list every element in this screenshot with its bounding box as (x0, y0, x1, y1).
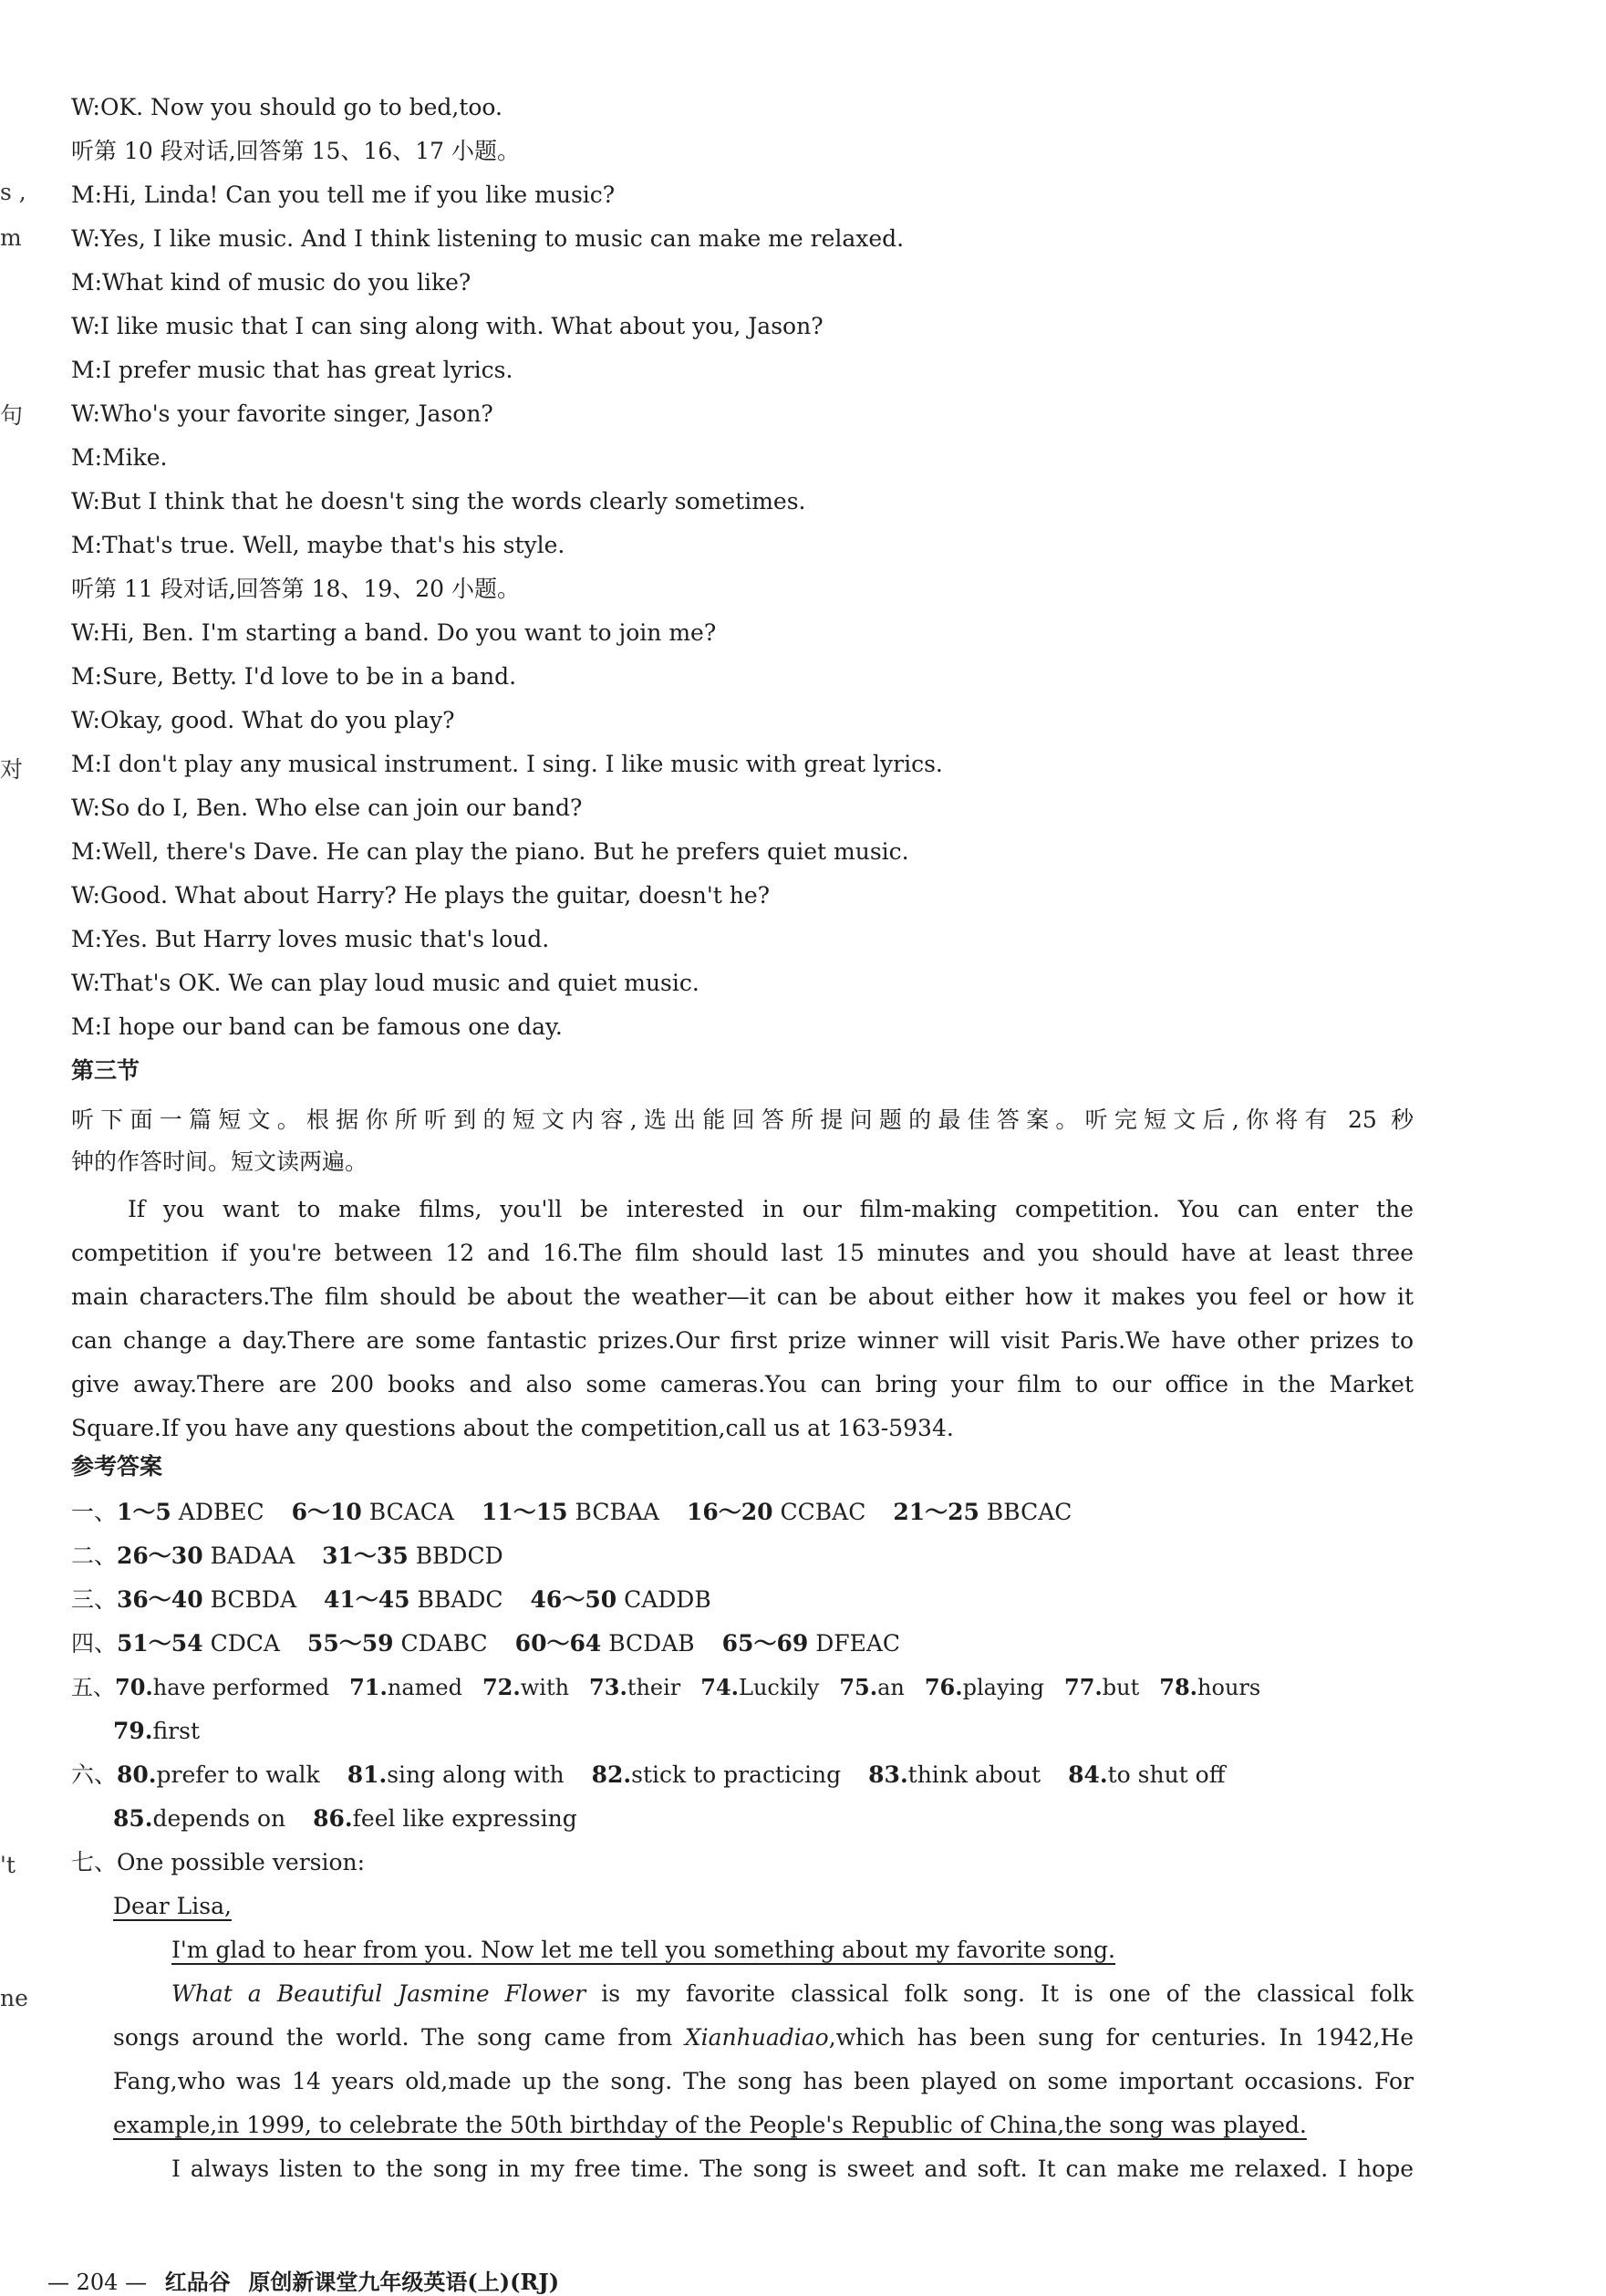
answer-item: 75.an (839, 1674, 905, 1700)
answer-item: 73.their (589, 1674, 681, 1700)
answer-group: 46～50 CADDB (530, 1586, 711, 1613)
margin-fragment: 句 (0, 402, 24, 429)
answer-row (71, 1671, 1260, 1704)
answer-item: 70.have performed (115, 1674, 330, 1700)
letter-opening: I'm glad to hear from you. Now let me tell you something about my favorite song. (171, 1937, 1115, 1963)
answer-row (71, 1584, 739, 1616)
answer-group: 11～15 BCBAA (481, 1499, 659, 1525)
answers-title: 参考答案 (71, 1453, 163, 1480)
letter-line: Fang,who was 14 years old,made up the song. The song has been played on some important occasions. For (113, 2068, 1414, 2094)
answer-item: 84.to shut off (1068, 1761, 1226, 1788)
answer-item: 86.feel like expressing (313, 1805, 577, 1832)
dialogue-line: M:Yes. But Harry loves music that's loud. (71, 926, 550, 952)
song-title: What a Beautiful Jasmine Flower (171, 1980, 586, 2007)
brand-name: 红品谷 (164, 2269, 231, 2295)
answer-row (113, 1803, 577, 1835)
answer-row-prefix: 三、 (71, 1586, 118, 1613)
letter-salutation: Dear Lisa, (113, 1893, 232, 1919)
answer-item: 74.Luckily (700, 1674, 820, 1700)
dialogue-line: M:Sure, Betty. I'd love to be in a band. (71, 663, 517, 690)
answer-item: 80.prefer to walk (117, 1761, 320, 1788)
answer-item: 79.first (113, 1718, 201, 1744)
answer-item: 85.depends on (113, 1805, 286, 1832)
answer-row-prefix: 四、 (71, 1630, 118, 1657)
answer-group: 60～64 BCDAB (514, 1630, 695, 1657)
passage-line: main characters.The film should be about the weather—it can be about either how it makes you feel or how it (71, 1283, 1414, 1310)
passage (71, 1188, 1414, 1450)
answer-row (71, 1627, 927, 1660)
passage-line: competition if you're between 12 and 16.The film should last 15 minutes and you should have at least three (71, 1240, 1414, 1266)
letter-line: example,in 1999, to celebrate the 50th birthday of the People's Republic of China,the song was played. (113, 2112, 1307, 2138)
margin-fragment: 't (0, 1852, 16, 1878)
dialogue-line: M:Mike. (71, 444, 168, 471)
passage-line: Square.If you have any questions about the competition,call us at 163-5934. (71, 1415, 954, 1441)
answer-group: 51～54 CDCA (117, 1630, 280, 1657)
answer-group: 65～69 DFEAC (721, 1630, 901, 1657)
answer-item: 72.with (482, 1674, 570, 1700)
answer-row (71, 1496, 1099, 1529)
dialogue-line: W:Who's your favorite singer, Jason? (71, 400, 493, 427)
answer-item: 71.named (349, 1674, 462, 1700)
answer-item: 82.stick to practicing (591, 1761, 842, 1788)
dialogue-line: M:I don't play any musical instrument. I sing. I like music with great lyrics. (71, 751, 943, 777)
dialogue-line: M:I prefer music that has great lyrics. (71, 357, 513, 383)
answer-group: 55～59 CDABC (306, 1630, 488, 1657)
answer-group: 36～40 BCBDA (117, 1586, 296, 1613)
place-name: Xianhuadiao (684, 2024, 829, 2051)
answer-group: 41～45 BBADC (324, 1586, 503, 1613)
passage-line: If you want to make films, you'll be interested in our film-making competition. You can enter the (128, 1196, 1414, 1222)
margin-fragment: 对 (0, 756, 24, 783)
answer-group: 21～25 BBCAC (893, 1499, 1072, 1525)
book-title: 原创新课堂九年级英语(上)(RJ) (248, 2269, 560, 2295)
answer-row: 七、One possible version: (71, 1849, 366, 1875)
section-title: 第三节 (71, 1057, 140, 1084)
margin-fragment: s , (0, 179, 26, 205)
section-header: 听第 10 段对话,回答第 15、16、17 小题。 (71, 138, 520, 164)
answer-row-prefix: 五、 (71, 1675, 115, 1700)
answer-item: 81.sing along with (347, 1761, 565, 1788)
margin-fragment: m (0, 224, 22, 251)
answer-item: 83.think about (868, 1761, 1041, 1788)
letter-line: What a Beautiful Jasmine Flower is my favorite classical folk song. It is one of the classical folk (171, 1980, 1414, 2007)
passage-line: can change a day.There are some fantastic prizes.Our first prize winner will visit Paris.We have other prizes to (71, 1327, 1414, 1354)
dialogue-line: W:I like music that I can sing along with. What about you, Jason? (71, 313, 824, 339)
answer-row-prefix: 六、 (71, 1761, 118, 1788)
answer-group: 16～20 CCBAC (686, 1499, 866, 1525)
answer-group: 26～30 BADAA (117, 1543, 295, 1569)
answer-group: 31～35 BBDCD (322, 1543, 503, 1569)
letter-line: I always listen to the song in my free time. The song is sweet and soft. It can make me relaxed. I hope (171, 2156, 1414, 2182)
passage-line: give away.There are 200 books and also some cameras.You can bring your film to our office in the Market (71, 1371, 1414, 1397)
answer-item: 78.hours (1159, 1674, 1261, 1700)
dialogue-line: M:I hope our band can be famous one day. (71, 1013, 563, 1040)
instructions-line: 听下面一篇短文。根据你所听到的短文内容,选出能回答所提问题的最佳答案。听完短文后,你将有 25 秒 (71, 1106, 1414, 1133)
answer-row-prefix: 二、 (71, 1543, 118, 1569)
dialogue-line: M:Well, there's Dave. He can play the piano. But he prefers quiet music. (71, 838, 909, 865)
answer-group: 1～5 ADBEC (117, 1499, 264, 1525)
dialogue-line: W:Hi, Ben. I'm starting a band. Do you want to join me? (71, 619, 717, 646)
answer-item: 77.but (1064, 1674, 1140, 1700)
answer-item: 76.playing (924, 1674, 1045, 1700)
page-footer (47, 2264, 559, 2296)
dialogue-line: W:Good. What about Harry? He plays the guitar, doesn't he? (71, 882, 771, 909)
dialogue-line: W:So do I, Ben. Who else can join our band? (71, 795, 583, 821)
dialogue-line: W:But I think that he doesn't sing the words clearly sometimes. (71, 488, 806, 514)
answer-group: 6～10 BCACA (291, 1499, 454, 1525)
dialogue-line: M:What kind of music do you like? (71, 269, 471, 296)
dialogue-line: W:Yes, I like music. And I think listening to music can make me relaxed. (71, 225, 905, 252)
letter-line: songs around the world. The song came from Xianhuadiao,which has been sung for centuries. In 1942,He (113, 2024, 1414, 2051)
dialogue-line: W:OK. Now you should go to bed,too. (71, 94, 503, 120)
answer-row (71, 1759, 1226, 1792)
margin-fragment: ne (0, 1985, 28, 2011)
section-header: 听第 11 段对话,回答第 18、19、20 小题。 (71, 576, 520, 602)
dialogue-line: W:Okay, good. What do you play? (71, 707, 455, 733)
answer-row (71, 1540, 531, 1573)
answer-row (113, 1715, 200, 1748)
answer-row-prefix: 一、 (71, 1499, 118, 1525)
dialogue-line: W:That's OK. We can play loud music and quiet music. (71, 970, 699, 996)
page-number: — 204 — (47, 2270, 148, 2295)
dialogue-line: M:Hi, Linda! Can you tell me if you like music? (71, 182, 616, 208)
instructions-line: 钟的作答时间。短文读两遍。 (71, 1148, 368, 1175)
dialogue-line: M:That's true. Well, maybe that's his style. (71, 532, 565, 558)
